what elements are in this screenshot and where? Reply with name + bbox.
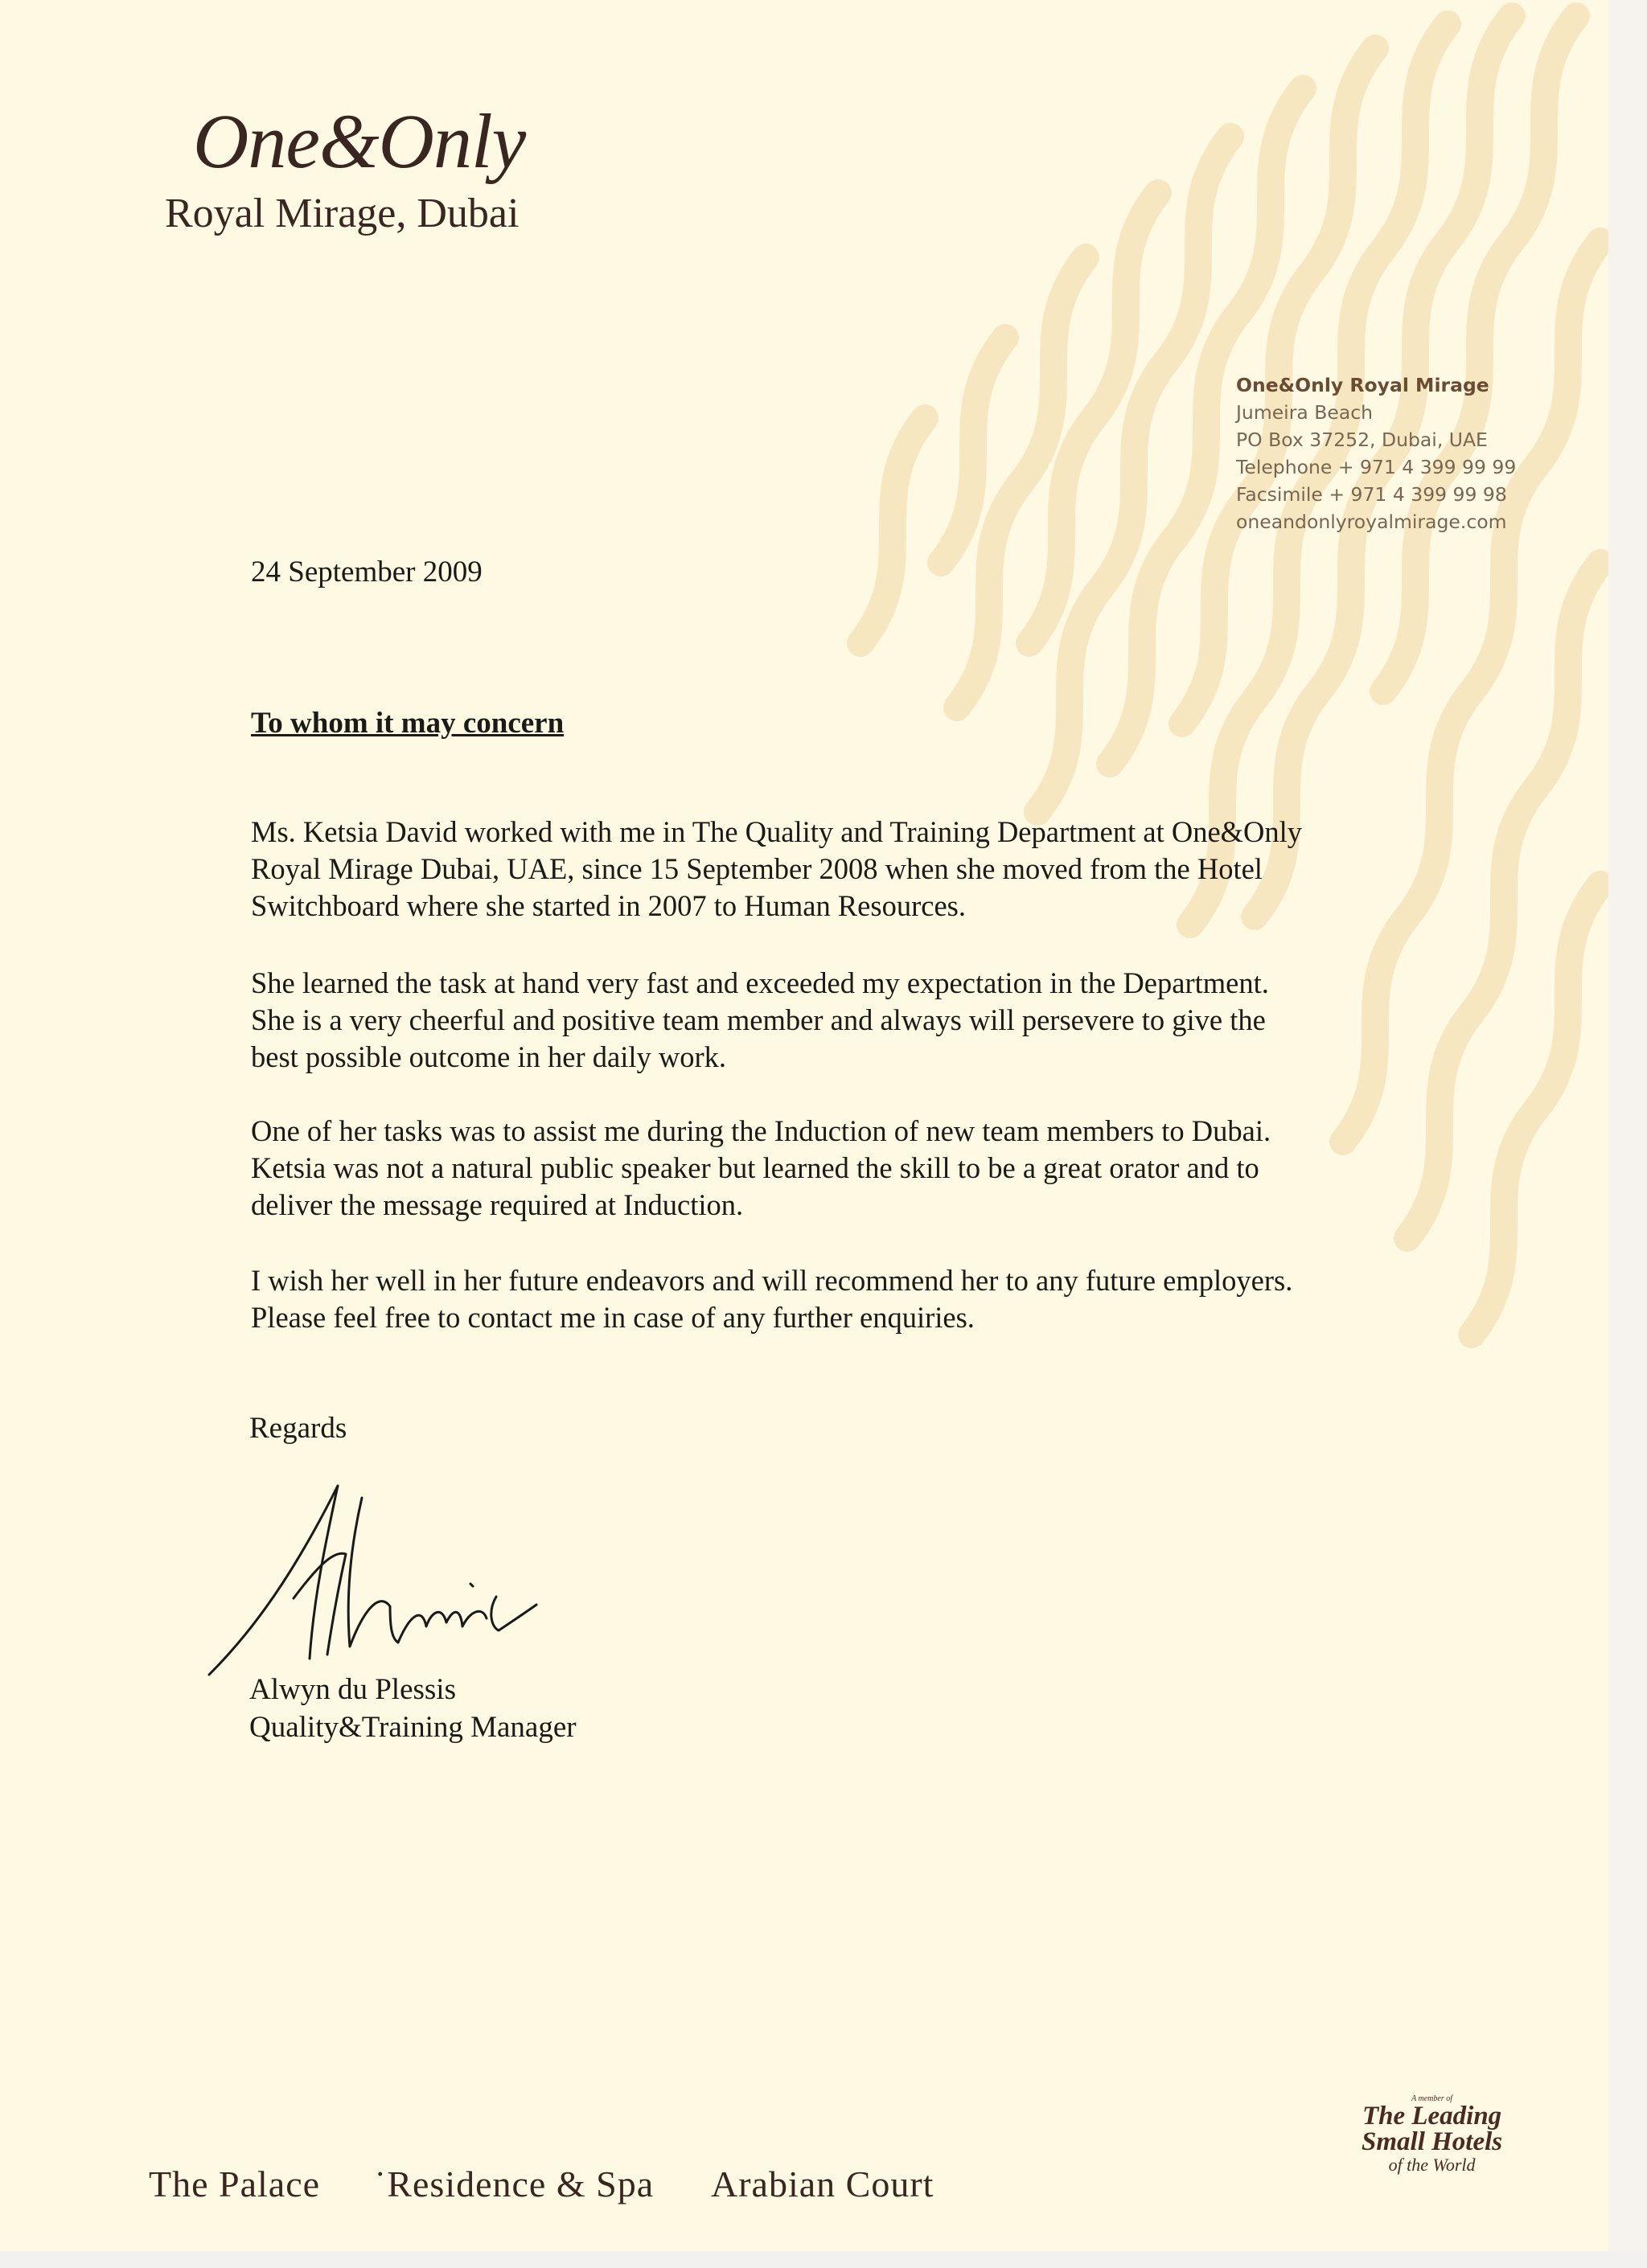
hotel-address-block <box>1236 371 1516 535</box>
signer-title: Quality&Training Manager <box>249 1711 577 1744</box>
paragraph-3 <box>251 1113 1271 1224</box>
paragraph-line: Please feel free to contact me in case of any further enquiries. <box>251 1301 975 1334</box>
paragraph-line: I wish her well in her future endeavors and will recommend her to any future employers. <box>251 1264 1293 1297</box>
paragraph-line: Ketsia was not a natural public speaker but learned the skill to be a great orator and to <box>251 1151 1259 1184</box>
paragraph-1 <box>251 814 1302 925</box>
facsimile: Facsimile + 971 4 399 99 98 <box>1236 483 1507 506</box>
paragraph-4 <box>251 1262 1292 1336</box>
lhw-line-2: Small Hotels <box>1362 2127 1503 2156</box>
paragraph-line: Royal Mirage Dubai, UAE, since 15 September 2008 when she moved from the Hotel <box>251 852 1263 885</box>
paragraph-line: She is a very cheerful and positive team member and always will persevere to give the <box>251 1003 1266 1036</box>
scan-edge-right <box>1608 0 1647 2268</box>
footer-palace: The Palace <box>149 2163 321 2204</box>
telephone: Telephone + 971 4 399 99 99 <box>1236 456 1517 478</box>
lhw-line-1: The Leading <box>1362 2102 1502 2131</box>
member-of-label: A member of <box>1411 2094 1453 2103</box>
footer-residence-spa: ˙Residence & Spa <box>374 2163 655 2204</box>
lhw-line-3: of the World <box>1388 2155 1476 2175</box>
address-line-2: PO Box 37252, Dubai, UAE <box>1236 429 1488 451</box>
paragraph-line: best possible outcome in her daily work. <box>251 1040 726 1073</box>
letter-date: 24 September 2009 <box>251 556 483 589</box>
paragraph-2 <box>251 965 1269 1076</box>
brand-subtitle: Royal Mirage, Dubai <box>165 191 520 236</box>
paragraph-line: She learned the task at hand very fast and exceeded my expectation in the Department. <box>251 966 1269 999</box>
closing: Regards <box>249 1412 347 1445</box>
paragraph-line: deliver the message required at Induction. <box>251 1188 744 1221</box>
handwritten-signature <box>205 1478 607 1687</box>
hotel-name: One&Only Royal Mirage <box>1236 374 1489 396</box>
scan-edge-bottom <box>0 2251 1647 2268</box>
signature-block <box>249 1671 577 1746</box>
address-line-1: Jumeira Beach <box>1236 401 1374 424</box>
paragraph-line: Switchboard where she started in 2007 to Human Resources. <box>251 889 966 922</box>
website: oneandonlyroyalmirage.com <box>1236 511 1507 533</box>
letter-heading: To whom it may concern <box>251 707 565 740</box>
paragraph-line: Ms. Ketsia David worked with me in The Quality and Training Department at One&Only <box>251 815 1303 848</box>
signer-name: Alwyn du Plessis <box>249 1673 456 1706</box>
brand-logo: One&Only <box>193 98 526 184</box>
paragraph-line: One of her tasks was to assist me during the Induction of new team members to Dubai. <box>251 1114 1271 1147</box>
footer-arabian-court: Arabian Court <box>711 2163 934 2204</box>
leading-small-hotels-logo <box>1362 2094 1502 2176</box>
